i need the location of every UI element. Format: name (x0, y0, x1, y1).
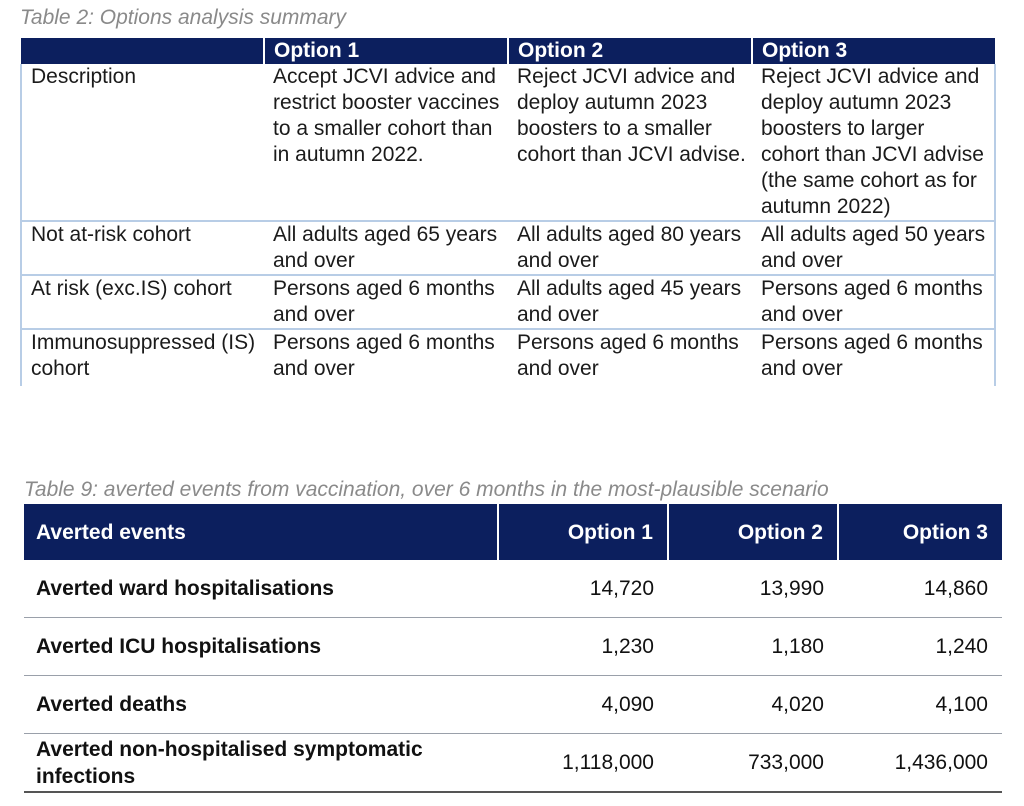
row-label: At risk (exc.IS) cohort (21, 275, 264, 329)
table-row-deaths (24, 676, 1002, 734)
table-cell: Persons aged 6 months and over (273, 331, 495, 380)
table-row-not-at-risk (21, 221, 995, 275)
table-cell: 733,000 (668, 734, 838, 793)
table-cell: Reject JCVI advice and deploy autumn 2023 boosters to a smaller cohort than JCVI advise. (508, 64, 752, 221)
table-cell: All adults aged 65 years and over (264, 221, 508, 275)
table-cell: 1,240 (838, 618, 1002, 676)
header-cell-option-1: Option 1 (264, 38, 508, 64)
table-cell: 1,436,000 (838, 734, 1002, 793)
table-cell: 14,720 (498, 560, 668, 618)
table-cell: 4,020 (668, 676, 838, 734)
table-cell: Persons aged 6 months and over (752, 275, 995, 329)
table-cell: Persons aged 6 months and over (517, 331, 739, 380)
table9-caption: Table 9: averted events from vaccination, over 6 months in the most-plausible scenario (24, 478, 829, 501)
table-cell: 13,990 (668, 560, 838, 618)
table-row-infections (24, 734, 1002, 793)
table-header-row (21, 38, 995, 64)
table-cell: Persons aged 6 months and over (752, 329, 995, 386)
table-row-immunosuppressed (21, 329, 995, 386)
table-cell: 1,180 (668, 618, 838, 676)
table-cell: 14,860 (838, 560, 1002, 618)
row-label: Averted ward hospitalisations (24, 560, 498, 618)
header-cell-option-2: Option 2 (668, 504, 838, 560)
averted-events-table (24, 504, 1002, 793)
options-analysis-table (20, 38, 996, 386)
row-label: Averted non-hospitalised symptomatic infections (24, 734, 498, 793)
row-label: Immunosuppressed (IS) cohort (21, 329, 264, 386)
table-header-row (24, 504, 1002, 560)
table-row-ward (24, 560, 1002, 618)
row-label: Averted ICU hospitalisations (24, 618, 498, 676)
table-row-at-risk (21, 275, 995, 329)
table-cell: All adults aged 50 years and over (752, 221, 995, 275)
header-cell-option-3: Option 3 (752, 38, 995, 64)
header-cell-option-1: Option 1 (498, 504, 668, 560)
table-cell: 4,100 (838, 676, 1002, 734)
header-cell-option-3: Option 3 (838, 504, 1002, 560)
table-cell: 1,118,000 (498, 734, 668, 793)
table-cell: 1,230 (498, 618, 668, 676)
table-cell: All adults aged 45 years and over (508, 275, 752, 329)
header-cell (21, 38, 264, 64)
table-cell: Persons aged 6 months and over (264, 275, 508, 329)
table-cell: Reject JCVI advice and deploy autumn 2023 boosters to larger cohort than JCVI advise (the same cohort as for autumn 2022) (752, 64, 995, 221)
table-row-description (21, 64, 995, 221)
table-cell: 4,090 (498, 676, 668, 734)
table-row-icu (24, 618, 1002, 676)
header-cell-averted-events: Averted events (24, 504, 498, 560)
row-label: Not at-risk cohort (21, 221, 264, 275)
table-cell: All adults aged 80 years and over (508, 221, 752, 275)
row-label: Averted deaths (24, 676, 498, 734)
table-cell: Accept JCVI advice and restrict booster vaccines to a smaller cohort than in autumn 2022. (264, 64, 508, 221)
table2-caption: Table 2: Options analysis summary (20, 6, 347, 29)
header-cell-option-2: Option 2 (508, 38, 752, 64)
row-label: Description (21, 64, 264, 221)
